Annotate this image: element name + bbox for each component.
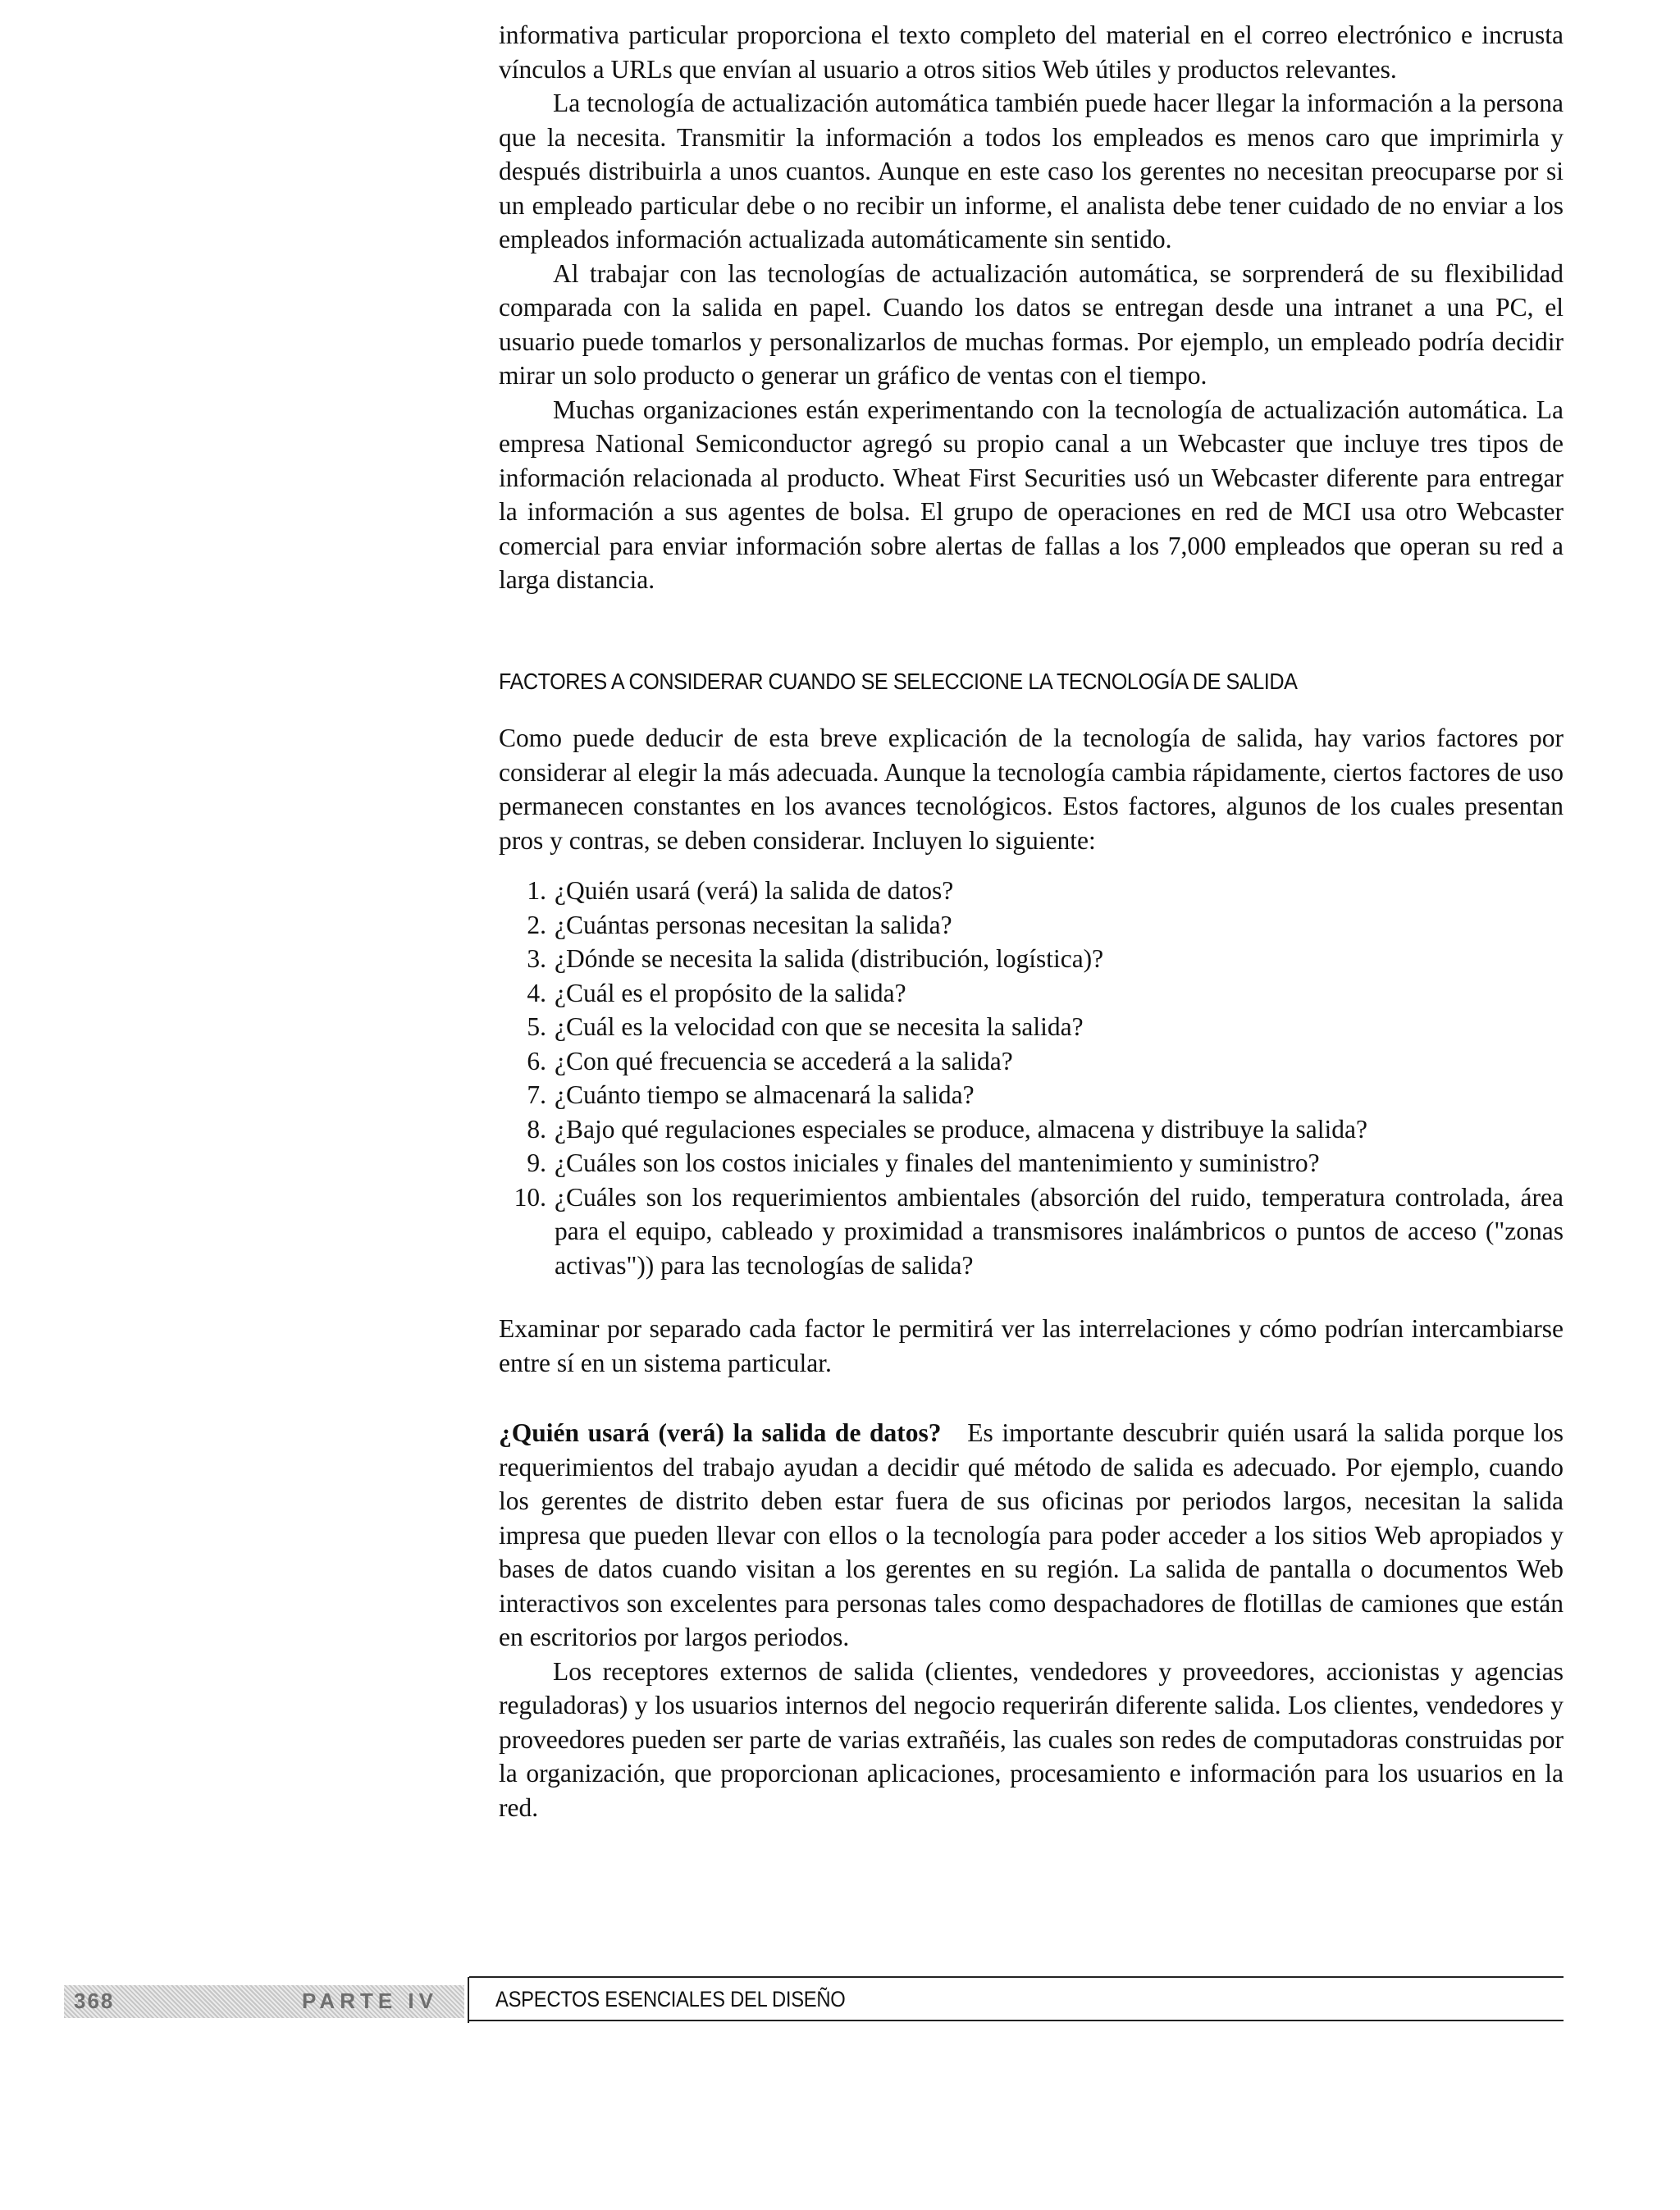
- paragraph-who-uses: [499, 1416, 1564, 1655]
- footer-band: [64, 1985, 464, 2018]
- list-text: ¿Quién usará (verá) la salida de datos?: [555, 876, 954, 905]
- list-text: ¿Cuánto tiempo se almacenará la salida?: [555, 1080, 975, 1109]
- paragraph-receivers: Los receptores externos de salida (clientes, vendedores y proveedores, accionistas y agencias reguladoras) y los usuarios internos del negocio requerirán diferente salida. Los clientes, vendedores y proveedores pueden ser parte de varias extrañéis, las cuales son redes de computadoras construidas por la organización, que proporcionan aplicaciones, procesamiento e información para los usuarios en la red.: [499, 1656, 1564, 1822]
- list-number: 1.: [527, 876, 546, 905]
- list-text: ¿Con qué frecuencia se accederá a la salida?: [555, 1046, 1013, 1075]
- paragraph-continued: informativa particular proporciona el texto completo del material en el correo electrónico e incrusta vínculos a URLs que envían al usuario a otros sitios Web útiles y productos relevantes.: [499, 21, 1564, 84]
- list-text: ¿Cuál es la velocidad con que se necesita la salida?: [555, 1012, 1084, 1041]
- footer-rule-bottom: [469, 2020, 1564, 2021]
- list-item: [499, 874, 1564, 908]
- footer-divider: [468, 1977, 469, 2023]
- list-text: ¿Cuántas personas necesitan la salida?: [555, 910, 952, 939]
- list-text: ¿Dónde se necesita la salida (distribución, logística)?: [555, 944, 1104, 973]
- list-item: [499, 1180, 1564, 1283]
- list-item: [499, 942, 1564, 976]
- paragraph-examine: Examinar por separado cada factor le permitirá ver las interrelaciones y cómo podrían intercambiarse entre sí en un sistema particular.: [499, 1314, 1564, 1377]
- paragraph-organizations: Muchas organizaciones están experimentando con la tecnología de actualización automática. La empresa National Semiconductor agregó su propio canal a un Webcaster que incluye tres tipos de información relacionada al producto. Wheat First Securities usó un Webcaster diferente para entregar la información a sus agentes de bolsa. El grupo de operaciones en red de MCI usa otro Webcaster comercial para enviar información sobre alertas de fallas a los 7,000 empleados que operan su red a larga distancia.: [499, 395, 1564, 594]
- list-number: 2.: [527, 910, 546, 939]
- list-number: 7.: [527, 1080, 546, 1109]
- list-text: ¿Bajo qué regulaciones especiales se produce, almacena y distribuye la salida?: [555, 1114, 1367, 1144]
- list-item: [499, 908, 1564, 943]
- factors-list: [499, 874, 1564, 1282]
- list-item: [499, 1146, 1564, 1180]
- list-number: 3.: [527, 944, 546, 973]
- list-item: [499, 1078, 1564, 1112]
- list-number: 5.: [527, 1012, 546, 1041]
- list-number: 4.: [527, 978, 546, 1007]
- list-number: 6.: [527, 1046, 546, 1075]
- footer-rule-top: [469, 1976, 1564, 1978]
- page-number: 368: [74, 1989, 115, 2013]
- running-title: ASPECTOS ESENCIALES DEL DISEÑO: [495, 1987, 846, 2011]
- run-in-heading: ¿Quién usará (verá) la salida de datos?: [499, 1418, 942, 1447]
- list-item: [499, 1044, 1564, 1079]
- list-item: [499, 1112, 1564, 1147]
- paragraph-push-technology: La tecnología de actualización automática también puede hacer llegar la información a la persona que la necesita. Transmitir la información a todos los empleados es menos caro que imprimirla y después distribuirla a unos cuantos. Aunque en este caso los gerentes no necesitan preocuparse por si un empleado particular debe o no recibir un informe, el analista debe tener cuidado de no enviar a los empleados información actualizada automáticamente sin sentido.: [499, 89, 1564, 253]
- section-heading: FACTORES A CONSIDERAR CUANDO SE SELECCIONE LA TECNOLOGÍA DE SALIDA: [499, 668, 1298, 694]
- paragraph-who-body: Es importante descubrir quién usará la salida porque los requerimientos del trabajo ayudan a decidir qué método de salida es adecuado. Por ejemplo, cuando los gerentes de distrito deben estar fuera de sus oficinas por periodos largos, necesitan la salida impresa que pueden llevar con ellos o la tecnología para poder acceder a los sitios Web apropiados y bases de datos cuando visitan a los gerentes en su región. La salida de pantalla o documentos Web interactivos son excelentes para personas tales como despachadores de flotillas de camiones que están en escritorios por largos periodos.: [499, 1418, 1564, 1651]
- list-item: [499, 976, 1564, 1011]
- list-text: ¿Cuáles son los requerimientos ambientales (absorción del ruido, temperatura controlada, área para el equipo, cableado y proximidad a transmisores inalámbricos o puntos de acceso ("zonas activas")) para las tecnologías de salida?: [555, 1182, 1564, 1280]
- part-label: PARTE IV: [302, 1989, 438, 2013]
- text-column: [499, 18, 1564, 1824]
- list-number: 8.: [527, 1114, 546, 1144]
- paragraph-intro: Como puede deducir de esta breve explicación de la tecnología de salida, hay varios factores por considerar al elegir la más adecuada. Aunque la tecnología cambia rápidamente, ciertos factores de uso permanecen constantes en los avances tecnológicos. Estos factores, algunos de los cuales presentan pros y contras, se deben considerar. Incluyen lo siguiente:: [499, 724, 1564, 855]
- list-number: 10.: [514, 1182, 546, 1212]
- list-number: 9.: [527, 1148, 546, 1177]
- list-text: ¿Cuál es el propósito de la salida?: [555, 978, 906, 1007]
- list-item: [499, 1010, 1564, 1044]
- paragraph-flexibility: Al trabajar con las tecnologías de actualización automática, se sorprenderá de su flexibilidad comparada con la salida en papel. Cuando los datos se entregan desde una intranet a una PC, el usuario puede tomarlos y personalizarlos de muchas formas. Por ejemplo, un empleado podría decidir mirar un solo producto o generar un gráfico de ventas con el tiempo.: [499, 258, 1564, 390]
- list-text: ¿Cuáles son los costos iniciales y finales del mantenimiento y suministro?: [555, 1148, 1320, 1177]
